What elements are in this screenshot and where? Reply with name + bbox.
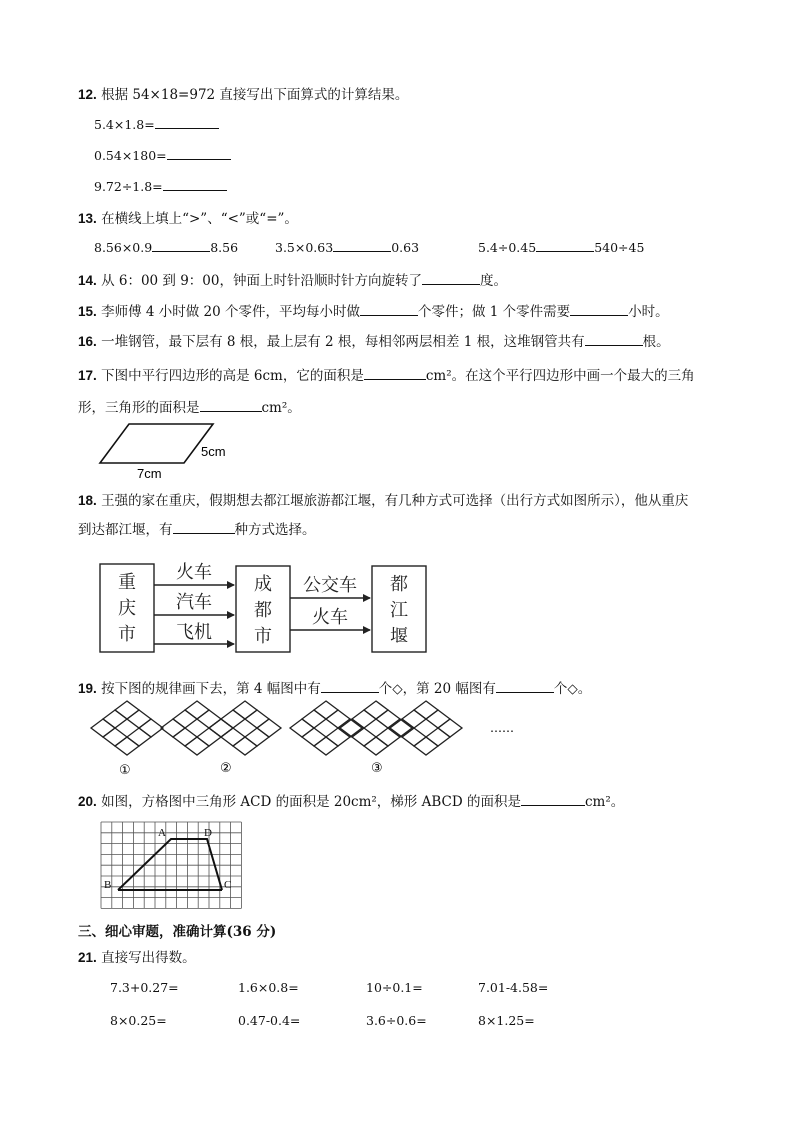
box-dujiangyan-char: 堰 bbox=[390, 626, 408, 647]
ellipsis: …… bbox=[490, 721, 514, 735]
diamond-shape bbox=[173, 710, 197, 728]
base-label: 7cm bbox=[137, 466, 162, 481]
q13-item-3: 5.4÷0.45 540÷45 bbox=[478, 240, 645, 255]
diamond-shape bbox=[352, 728, 376, 746]
diamond-shape bbox=[161, 719, 185, 737]
diamond-shape bbox=[245, 710, 269, 728]
arrow-head bbox=[363, 626, 371, 634]
diamond-shape bbox=[364, 701, 388, 719]
diamond-shape bbox=[326, 710, 350, 728]
diamond-shape bbox=[426, 728, 450, 746]
diamond-shape bbox=[233, 737, 257, 755]
diamond-shape bbox=[233, 701, 257, 719]
diamond-shape bbox=[390, 719, 414, 737]
calc-item: 7.01-4.58= bbox=[478, 980, 549, 995]
question-number: 18. bbox=[78, 493, 97, 508]
diamond-shape bbox=[185, 737, 209, 755]
diamond-shape bbox=[127, 710, 151, 728]
box-chongqing-char: 重 bbox=[118, 572, 136, 593]
q12-item-1: 5.4×1.8= bbox=[94, 116, 219, 132]
route-label: 火车 bbox=[312, 607, 348, 628]
diamond-shape bbox=[302, 728, 326, 746]
diamond-shape bbox=[352, 710, 376, 728]
diamond-shape bbox=[302, 710, 326, 728]
parallelogram-figure bbox=[95, 420, 245, 480]
calc-item: 10÷0.1= bbox=[366, 980, 423, 995]
diamond-shape bbox=[338, 719, 362, 737]
box-dujiangyan-char: 都 bbox=[390, 574, 408, 595]
question-12 bbox=[78, 83, 408, 103]
question-17: 17. 下图中平行四边形的高是 6cm，它的面积是 cm²。在这个平行四边形中画一个最大的三角 bbox=[78, 368, 695, 384]
answer-blank[interactable] bbox=[585, 333, 643, 346]
diamond-shape bbox=[376, 710, 400, 728]
parallelogram bbox=[100, 424, 213, 463]
question-number: 16. bbox=[78, 334, 97, 349]
question-text: 根据 54×18=972 直接写出下面算式的计算结果。 bbox=[101, 87, 409, 103]
answer-blank[interactable] bbox=[167, 147, 231, 160]
side-label: 5cm bbox=[201, 444, 226, 459]
arrow-head bbox=[227, 640, 235, 648]
section-title: 三、细心审题，准确计算(36 分) bbox=[78, 924, 277, 940]
question-20: 20. 如图，方格图中三角形 ACD 的面积是 20cm²，梯形 ABCD 的面积是 cm²。 bbox=[78, 794, 625, 810]
calc-item: 1.6×0.8= bbox=[238, 980, 299, 995]
calc-item: 0.47-0.4= bbox=[238, 1013, 301, 1028]
diamond-shape bbox=[127, 728, 151, 746]
diamond-shape bbox=[326, 728, 350, 746]
question-text: 在横线上填上“>”、“<”或“=”。 bbox=[101, 211, 298, 227]
question-19: 19. 按下图的规律画下去，第 4 幅图中有 个◇，第 20 幅图有 个◇。 bbox=[78, 681, 592, 697]
box-dujiangyan-char: 江 bbox=[390, 600, 408, 621]
question-17-line-2: 形，三角形的面积是 cm²。 bbox=[78, 400, 301, 416]
question-number: 13. bbox=[78, 211, 97, 226]
diamond-shape bbox=[103, 728, 127, 746]
figure-label: ③ bbox=[371, 761, 383, 776]
route-label: 火车 bbox=[176, 562, 212, 583]
answer-blank[interactable] bbox=[163, 178, 227, 191]
answer-blank[interactable] bbox=[496, 680, 554, 693]
diamond-shape bbox=[257, 719, 281, 737]
diamond-shape bbox=[221, 728, 245, 746]
question-21: 21. 直接写出得数。 bbox=[78, 950, 196, 966]
box-chongqing-char: 市 bbox=[118, 624, 136, 645]
box-chengdu-char: 都 bbox=[254, 600, 272, 621]
answer-blank[interactable] bbox=[570, 303, 628, 316]
question-18-line-2: 到达都江堰，有 种方式选择。 bbox=[78, 522, 316, 538]
diamond-shape bbox=[426, 710, 450, 728]
diamond-shape bbox=[414, 737, 438, 755]
answer-blank[interactable] bbox=[155, 116, 219, 129]
answer-blank[interactable] bbox=[152, 239, 210, 252]
figure-label: ① bbox=[119, 763, 131, 778]
q12-item-3: 9.72÷1.8= bbox=[94, 178, 227, 194]
question-number: 15. bbox=[78, 304, 97, 319]
answer-blank[interactable] bbox=[333, 239, 391, 252]
answer-blank[interactable] bbox=[364, 367, 426, 380]
question-number: 20. bbox=[78, 794, 97, 809]
travel-route-diagram bbox=[98, 558, 438, 658]
question-number: 21. bbox=[78, 950, 97, 965]
calc-item: 8×1.25= bbox=[478, 1013, 535, 1028]
box-chengdu-char: 市 bbox=[254, 626, 272, 647]
point-label-b: B bbox=[104, 879, 112, 891]
diamond-shape bbox=[376, 728, 400, 746]
answer-blank[interactable] bbox=[521, 793, 585, 806]
diamond-shape bbox=[364, 737, 388, 755]
diamond-shape bbox=[173, 728, 197, 746]
question-number: 14. bbox=[78, 273, 97, 288]
diamond-shape bbox=[115, 737, 139, 755]
answer-blank[interactable] bbox=[173, 521, 235, 534]
calc-item: 7.3+0.27= bbox=[110, 980, 179, 995]
figure-label: ② bbox=[220, 761, 232, 776]
diamond-shape bbox=[209, 719, 233, 737]
route-label: 公交车 bbox=[303, 575, 357, 596]
diamond-shape bbox=[91, 719, 115, 737]
question-number: 12. bbox=[78, 87, 97, 102]
diamond-shape bbox=[197, 710, 221, 728]
diamond-shape bbox=[414, 701, 438, 719]
diamond-shape bbox=[245, 728, 269, 746]
diamond-shape bbox=[314, 701, 338, 719]
route-label: 汽车 bbox=[176, 592, 212, 613]
point-label-d: D bbox=[204, 827, 212, 839]
q12-item-2: 0.54×180= bbox=[94, 147, 231, 163]
calc-item: 8×0.25= bbox=[110, 1013, 167, 1028]
arrow-head bbox=[227, 581, 235, 589]
diamond-shape bbox=[139, 719, 163, 737]
question-number: 19. bbox=[78, 681, 97, 696]
question-18: 18. 王强的家在重庆，假期想去都江堰旅游都江堰，有几种方式可选择（出行方式如图所示），他从重庆 bbox=[78, 493, 689, 509]
diamond-shape bbox=[402, 728, 426, 746]
arrow-head bbox=[227, 611, 235, 619]
diamond-shape bbox=[103, 710, 127, 728]
diamond-shape bbox=[115, 701, 139, 719]
box-chengdu-char: 成 bbox=[254, 574, 272, 595]
answer-blank[interactable] bbox=[360, 303, 418, 316]
route-label: 飞机 bbox=[176, 622, 212, 643]
answer-blank[interactable] bbox=[422, 272, 480, 285]
question-15: 15. 李师傅 4 小时做 20 个零件，平均每小时做 个零件；做 1 个零件需要 小时。 bbox=[78, 304, 669, 320]
diamond-shape bbox=[290, 719, 314, 737]
arrow-head bbox=[363, 594, 371, 602]
question-14: 14. 从 6：00 到 9：00，钟面上时针沿顺时针方向旋转了 度。 bbox=[78, 273, 507, 289]
diamond-shape bbox=[340, 719, 364, 737]
diamond-shape bbox=[197, 728, 221, 746]
calc-item: 3.6÷0.6= bbox=[366, 1013, 427, 1028]
answer-blank[interactable] bbox=[536, 239, 594, 252]
question-number: 17. bbox=[78, 368, 97, 383]
question-13 bbox=[78, 207, 298, 227]
diamond-shape bbox=[388, 719, 412, 737]
diamond-shape bbox=[402, 710, 426, 728]
diamond-shape bbox=[185, 701, 209, 719]
trapezoid-grid-figure bbox=[101, 822, 243, 912]
diamond-pattern-figure bbox=[90, 700, 530, 780]
box-chongqing-char: 庆 bbox=[118, 598, 136, 619]
answer-blank[interactable] bbox=[321, 680, 379, 693]
point-label-c: C bbox=[224, 879, 232, 891]
diamond-shape bbox=[314, 737, 338, 755]
question-16: 16. 一堆钢管，最下层有 8 根，最上层有 2 根，每相邻两层相差 1 根，这堆钢管共有 根。 bbox=[78, 334, 670, 350]
q13-item-1: 8.56×0.9 8.56 bbox=[94, 240, 239, 255]
q13-item-2: 3.5×0.63 0.63 bbox=[275, 240, 420, 255]
diamond-shape bbox=[209, 719, 233, 737]
point-label-a: A bbox=[158, 827, 166, 839]
grid-lines bbox=[101, 822, 241, 908]
diamond-shape bbox=[221, 710, 245, 728]
diamond-shape bbox=[438, 719, 462, 737]
answer-blank[interactable] bbox=[200, 399, 262, 412]
